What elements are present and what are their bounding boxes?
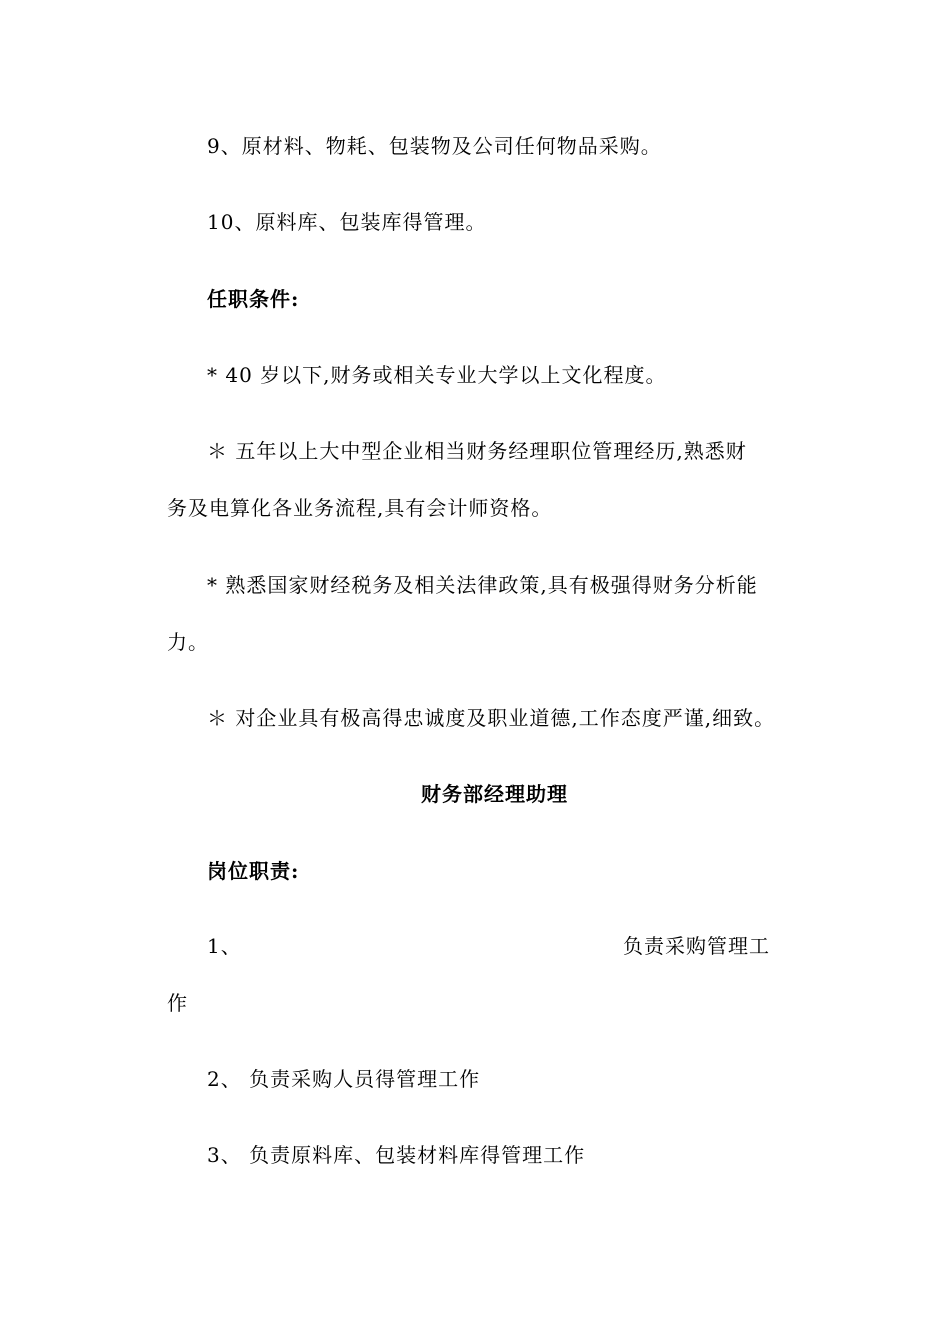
- list-item-9: 9、原材料、物耗、包装物及公司任何物品采购。: [207, 134, 662, 158]
- qualification-1: * 40 岁以下,财务或相关专业大学以上文化程度。: [207, 363, 667, 387]
- list-item-10: 10、原料库、包装库得管理。: [207, 210, 487, 234]
- qualification-3-line-2: 力。: [167, 630, 209, 654]
- qualification-2-line-1: ＊ 五年以上大中型企业相当财务经理职位管理经历,熟悉财: [207, 439, 747, 463]
- duty-3: 3、 负责原料库、包装材料库得管理工作: [207, 1143, 586, 1167]
- duties-heading: 岗位职责:: [207, 859, 300, 883]
- duty-1-continuation: 作: [167, 991, 188, 1015]
- qualification-2-line-2: 务及电算化各业务流程,具有会计师资格。: [167, 496, 553, 520]
- qualifications-heading: 任职条件:: [207, 287, 300, 311]
- duty-1-text: 负责采购管理工: [623, 934, 770, 958]
- qualification-4: ＊ 对企业具有极高得忠诚度及职业道德,工作态度严谨,细致。: [207, 706, 776, 730]
- duty-1-number: 1、: [207, 934, 242, 958]
- section-title: 财务部经理助理: [421, 782, 568, 806]
- duty-2: 2、 负责采购人员得管理工作: [207, 1067, 481, 1091]
- qualification-3-line-1: * 熟悉国家财经税务及相关法律政策,具有极强得财务分析能: [207, 573, 758, 597]
